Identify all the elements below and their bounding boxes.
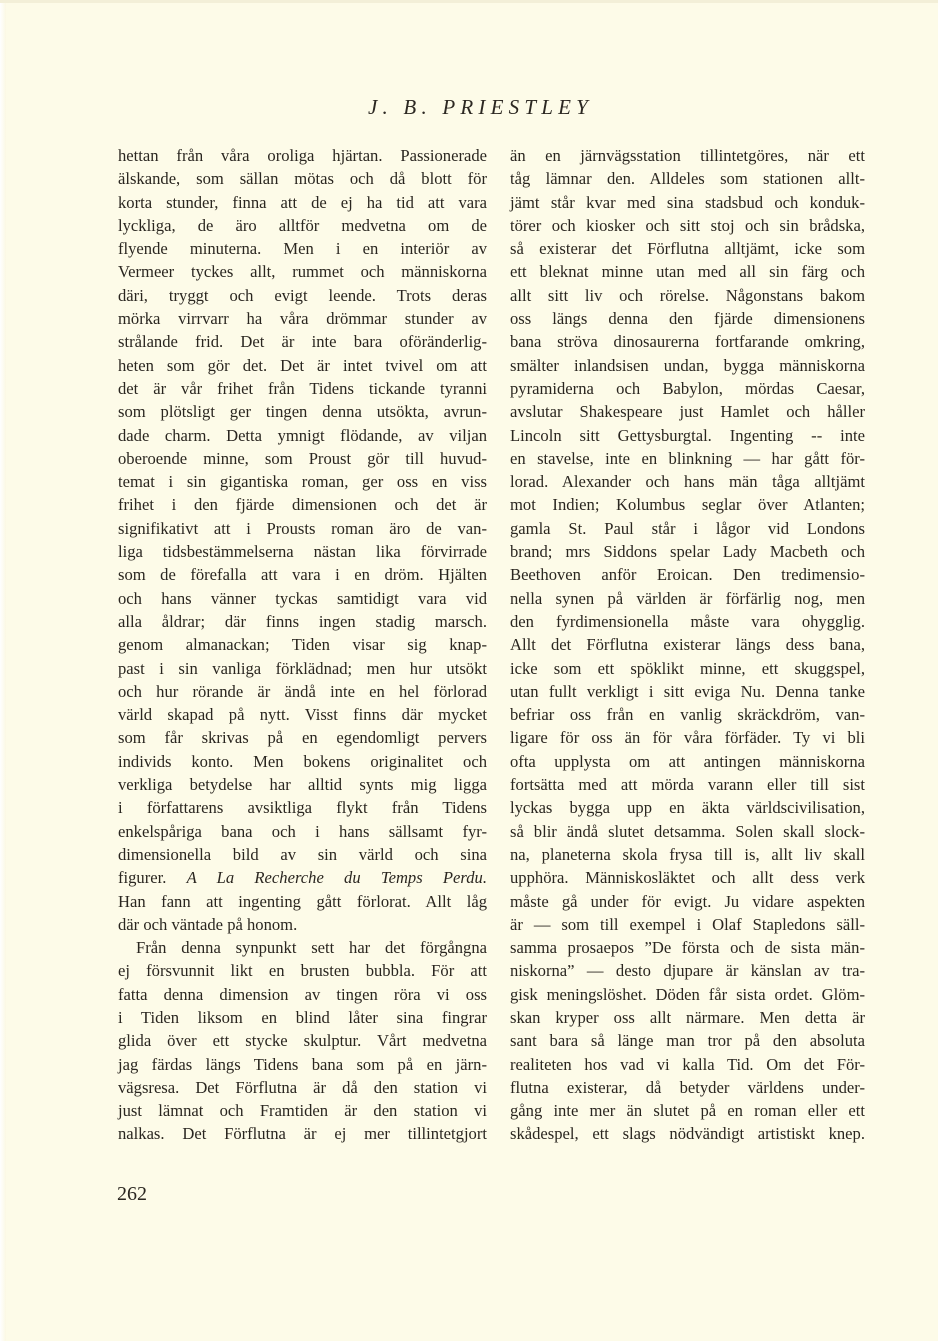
text-line: niskorna” — desto djupare är känslan av tra- [510,961,865,981]
text-line: na, planeterna skola frysa till is, allt liv skall [510,844,865,864]
text-line: mörka virrvarr ha våra drömmar stunder av [118,309,487,329]
page-number: 262 [117,1183,147,1205]
paragraph-start-line: Från denna synpunkt sett har det förgångna [136,938,487,958]
left-column [118,144,487,1146]
text-line: heten som gör det. Det är intet tvivel om att [118,355,487,375]
text-line: realiteten hos vad vi kalla Tid. Om det För- [510,1054,865,1074]
text-line: lorad. Alexander och hans män tåga alltjämt [510,472,865,492]
text-line: avslutar Shakespeare just Hamlet och håller [510,402,865,422]
text-line: oberoende minne, som Proust gör till huvud- [118,448,487,468]
text-line: gisk meningslöshet. Döden får sista ordet. Glöm- [510,984,865,1004]
text-line: törer och kiosker och sitt stoj och sin brådska, [510,215,865,235]
text-line: pyramiderna och Babylon, mördas Caesar, [510,378,865,398]
text-line: fortsätta med att mörda varann eller till sist [510,775,865,795]
line-prefix: figurer. [118,868,187,888]
text-line: jämt står kvar med sina stadsbud och konduk- [510,192,865,212]
text-line: som de förefalla att vara i en dröm. Hjälten [118,565,487,585]
text-line: hettan från våra oroliga hjärtan. Passionerade [118,146,487,165]
text-line: dimensionella bild av sin värld och sina [118,844,487,864]
text-line: det är vår frihet från Tidens tickande tyranni [118,378,487,398]
text-line: gamla St. Paul står i lågor vid Londons [510,518,865,538]
text-line: jag färdas längs Tidens bana som på en järn- [118,1054,487,1074]
text-line: däri, tryggt och evigt leende. Trots deras [118,285,487,305]
text-line: skådespel, ett slags nödvändigt artistiskt knep. [510,1124,865,1144]
text-line: ej försvunnit likt en brusten bubbla. För att [118,961,487,981]
text-line: ofta upplysta om att antingen människorna [510,751,865,771]
text-line: älskande, som sällan mötas och då blott för [118,169,487,189]
book-title: A La Recherche du Temps Perdu. [186,868,487,888]
text-line: som får skrivas på en egendomligt pervers [118,728,487,748]
text-line: där och väntade på honom. [118,914,298,934]
text-line: befriar oss från en vanlig skräckdröm, van- [510,705,865,725]
text-line: är — som till exempel i Olaf Stapledons säll- [510,914,865,934]
text-line: Han fann att ingenting gått förlorat. Allt låg [118,891,487,911]
text-line: sant bara så länge man tror på den absoluta [510,1031,865,1051]
text-line: just lämnat och Framtiden är den station vi [118,1101,487,1121]
text-line: bana ströva dinosaurerna fortfarande omkring, [510,332,865,352]
text-line: än en järnvägsstation tillintetgöres, när ett [510,146,865,165]
text-line: mot Indien; Kolumbus seglar över Atlanten; [510,495,865,515]
text-line: nalkas. Det Förflutna är ej mer tillintetgjort [118,1124,487,1144]
text-line: utan fullt verkligt i sitt eviga Nu. Denna tanke [510,681,865,701]
text-line: individs konto. Men bokens originalitet och [118,751,487,771]
text-line: Vermeer tyckes allt, rummet och människorna [118,262,487,282]
text-line: samma prosaepos ”De första och de sista män- [510,938,865,958]
text-line: tåg lämnar den. Alldeles som stationen allt- [510,169,865,189]
text-line: skan kryper oss allt närmare. Men detta är [510,1007,865,1027]
text-line: verkliga betydelse har alltid synts mig ligga [118,775,487,795]
text-line: fatta denna dimension av tingen röra vi oss [118,984,487,1004]
text-line: oss längs denna den fjärde dimensionens [510,309,865,329]
text-line: värld skapad på nytt. Visst finns där mycket [118,705,487,725]
text-line: past i sin vanliga förklädnad; men hur utsökt [118,658,487,678]
text-line: liga tidsbestämmelserna nästan lika förvirrade [118,542,487,562]
text-line: alla åldrar; där finns ingen stadig marsch. [118,611,487,631]
text-line: korta stunder, finna att de ej ha tid att vara [118,192,487,212]
text-line: Allt det Förflutna existerar längs dess bana, [510,635,865,655]
text-line: och hur rörande är ändå inte en hel förlorad [118,681,487,701]
text-line: icke som ett spöklikt minne, ett skuggspel, [510,658,865,678]
text-line: och hans vänner tyckas samtidigt vara vid [118,588,487,608]
page-top-edge [0,0,938,3]
text-line: flutna existerar, då betyder världens under- [510,1077,865,1097]
text-line: glida över ett stycke skulptur. Vårt medvetna [118,1031,487,1051]
running-head: J. B. PRIESTLEY [368,95,593,119]
text-line: dade charm. Detta ymnigt flödande, av viljan [118,425,487,445]
text-line: brand; mrs Siddons spelar Lady Macbeth och [510,542,865,562]
text-line: måste gå under för evigt. Ju vidare aspekten [510,891,865,911]
text-line: ligare för oss än för våra förfäder. Ty vi bli [510,728,865,748]
text-line: signifikativt att i Prousts roman äro de van- [118,518,487,538]
text-line: vägsresa. Det Förflutna är då den station vi [118,1077,487,1097]
text-line: strålande frid. Det är inte bara oföränderlig- [118,332,487,352]
text-line: Lincoln sitt Gettysburgtal. Ingenting -- inte [510,425,865,445]
page-left-edge [0,0,6,1341]
text-line: nella synen på världen är förfärlig nog, men [510,588,865,608]
text-line: den fyrdimensionella måste vara ohygglig. [510,611,865,631]
text-line: genom almanackan; Tiden visar sig knap- [118,635,487,655]
text-line: så existerar det Förflutna alltjämt, icke som [510,239,865,259]
text-line: lyckliga, de äro alltför medvetna om de [118,215,487,235]
text-line: enkelspåriga bana och i hans sällsamt fyr- [118,821,487,841]
text-line: Beethoven anför Eroican. Den tredimensio- [510,565,865,585]
text-line: lyckas bygga upp en äkta världscivilisation, [510,798,865,818]
text-line-with-title [118,866,487,889]
right-column [510,144,865,1146]
text-line: gång inte mer än slutet på en roman eller ett [510,1101,865,1121]
text-line: flyende minuterna. Men i en interiör av [118,239,487,259]
text-line: frihet i den fjärde dimensionen och det är [118,495,487,515]
text-line: en stavelse, inte en blinkning — har gått för- [510,448,865,468]
text-line: allt sitt liv och rörelse. Någonstans bakom [510,285,865,305]
text-line: temat i sin gigantiska roman, ger oss en viss [118,472,487,492]
text-line: som plötsligt ger tingen denna utsökta, avrun- [118,402,487,422]
text-line: ett bleknat minne utan med all sin färg och [510,262,865,282]
text-line: i författarens avsiktliga flykt från Tidens [118,798,487,818]
text-line: smälter inlandsisen undan, bygga människorna [510,355,865,375]
text-line: så blir ändå slutet detsamma. Solen skall slock- [510,821,865,841]
text-line: i Tiden liksom en blind låter sina fingrar [118,1007,487,1027]
text-line: upphöra. Människosläktet och allt dess verk [510,868,865,888]
